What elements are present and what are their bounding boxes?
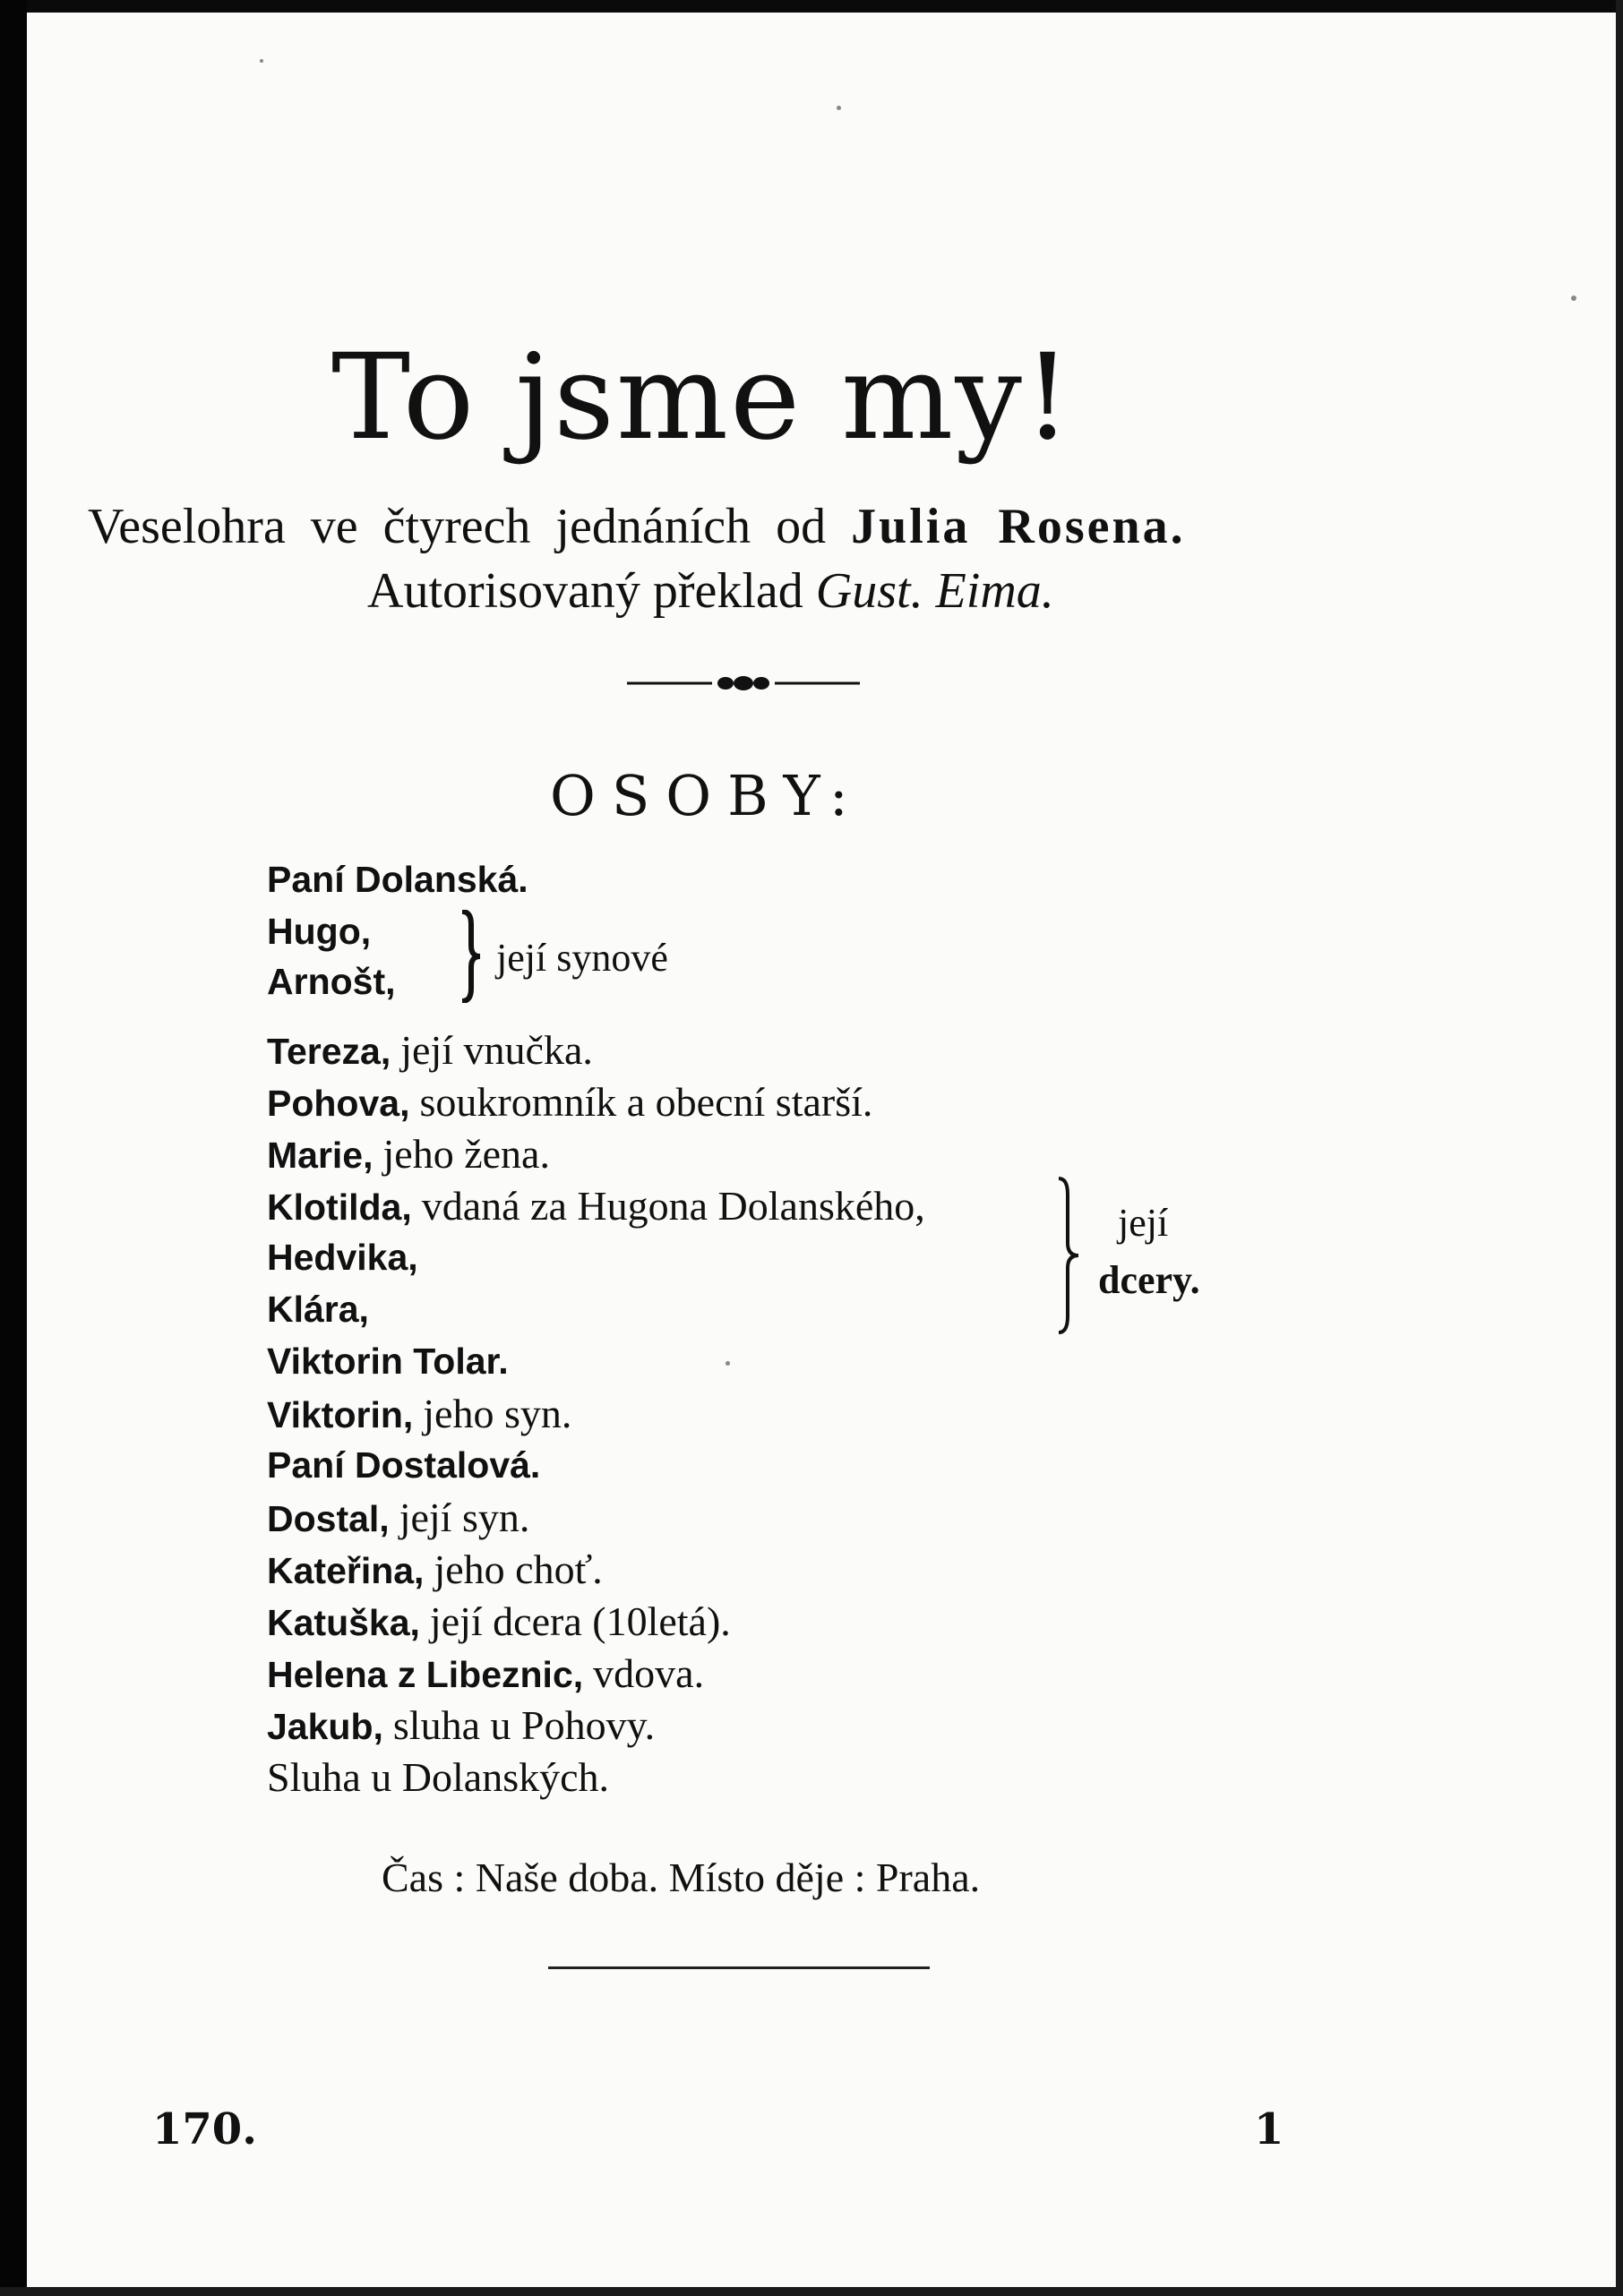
- cast-name: Viktorin,: [267, 1394, 414, 1435]
- cast-name: Arnošt,: [267, 961, 396, 1002]
- cast-item: [267, 962, 396, 1001]
- cast-name: Kateřina,: [267, 1550, 425, 1591]
- brace-daughters-label-2: dcery.: [1098, 1258, 1200, 1302]
- scan-speck: [726, 1361, 730, 1366]
- time-and-place: Čas : Naše doba. Místo děje : Praha.: [382, 1855, 981, 1900]
- scan-edge-right: [1616, 0, 1623, 2296]
- cast-desc: vdova.: [593, 1650, 705, 1696]
- scan-speck: [260, 59, 263, 63]
- cast-name: Pohova,: [267, 1083, 410, 1124]
- cast-item: [267, 1754, 610, 1800]
- cast-desc: soukromník a obecní starší.: [419, 1079, 873, 1125]
- cast-item: [267, 1445, 540, 1485]
- closing-rule: [548, 1966, 930, 1969]
- cast-name: Jakub,: [267, 1706, 383, 1747]
- brace-sons-label: její synové: [496, 936, 668, 980]
- cast-desc: její syn.: [399, 1495, 530, 1540]
- cast-item: [267, 1598, 731, 1644]
- cast-desc: vdaná za Hugona Dolanského,: [421, 1183, 925, 1229]
- subtitle-text: Veselohra ve čtyrech jednáních od: [88, 499, 827, 554]
- cast-name: Dostal,: [267, 1498, 390, 1539]
- cast-name: Paní Dolanská.: [267, 859, 528, 900]
- cast-item: [267, 1650, 705, 1696]
- cast-name: Tereza,: [267, 1031, 391, 1072]
- author-name: Julia Rosena.: [851, 499, 1186, 554]
- scan-edge-bottom: [0, 2287, 1623, 2296]
- cast-desc: jeho choť.: [434, 1546, 603, 1592]
- cast-desc: sluha u Pohovy.: [392, 1702, 656, 1748]
- cast-item: [267, 1497, 529, 1538]
- cast-item: [267, 1238, 418, 1277]
- scan-speck: [1571, 296, 1576, 301]
- cast-item: [267, 1546, 603, 1592]
- cast-desc: její vnučka.: [400, 1027, 593, 1073]
- cast-item: [267, 1079, 873, 1125]
- play-title: To jsme my!: [331, 329, 1073, 467]
- cast-item: [267, 912, 371, 951]
- translation-text: Autorisovaný překlad: [367, 563, 803, 619]
- page-number: 1: [1254, 2104, 1284, 2155]
- cast-name: Hugo,: [267, 911, 372, 952]
- cast-desc: Sluha u Dolanských.: [267, 1754, 610, 1800]
- translation-credit: [367, 562, 1263, 620]
- subtitle: [88, 498, 1521, 555]
- cast-name: Paní Dostalová.: [267, 1444, 541, 1486]
- cast-name: Viktorin Tolar.: [267, 1341, 509, 1382]
- cast-item: [267, 1131, 550, 1177]
- cast-name: Hedvika,: [267, 1237, 418, 1278]
- cast-item: [267, 1027, 593, 1073]
- brace-sons-icon: [457, 910, 484, 1003]
- cast-name: Marie,: [267, 1135, 374, 1176]
- cast-desc: jeho žena.: [382, 1131, 550, 1177]
- cast-desc: její dcera (10letá).: [429, 1598, 731, 1644]
- brace-daughters-label-1: její: [1118, 1201, 1169, 1245]
- folio-number-left: 170.: [152, 2104, 257, 2155]
- cast-item: [267, 1341, 509, 1381]
- cast-item: [267, 1393, 571, 1435]
- cast-name: Helena z Libeznic,: [267, 1654, 584, 1695]
- scan-edge-left: [0, 0, 27, 2296]
- cast-name: Klotilda,: [267, 1187, 412, 1228]
- translator-name: Gust. Eima.: [815, 563, 1054, 619]
- cast-item: [267, 860, 528, 899]
- cast-name: Klára,: [267, 1289, 369, 1330]
- ornament-rule-icon: [627, 670, 860, 697]
- cast-name: Katuška,: [267, 1602, 420, 1643]
- brace-daughters-icon: [1055, 1177, 1082, 1334]
- cast-item: [267, 1702, 656, 1748]
- cast-desc: jeho syn.: [423, 1391, 572, 1436]
- scan-speck: [837, 106, 841, 110]
- cast-item: [267, 1183, 925, 1229]
- cast-item: [267, 1289, 369, 1329]
- cast-heading: OSOBY:: [550, 763, 864, 828]
- scan-edge-top: [0, 0, 1623, 13]
